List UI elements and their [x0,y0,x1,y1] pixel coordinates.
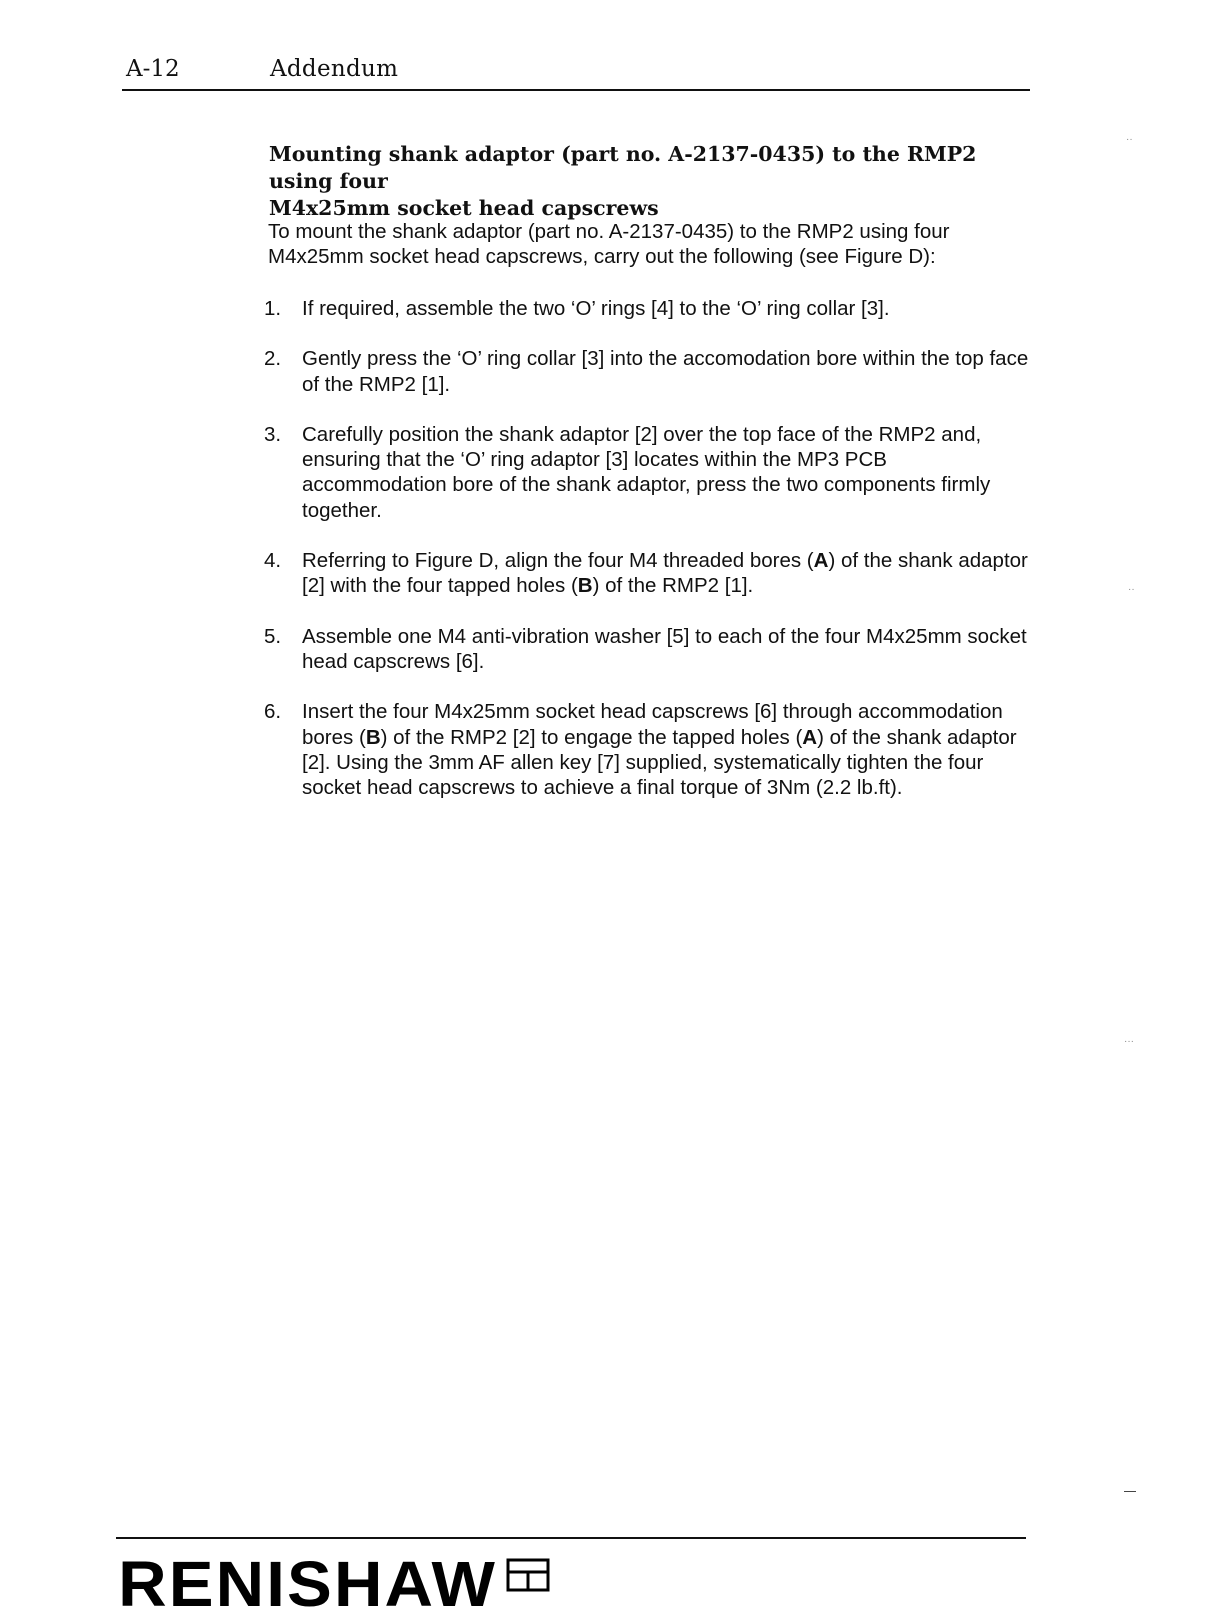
intro-paragraph: To mount the shank adaptor (part no. A-2137-0435) to the RMP2 using four M4x25mm socket head capscrews, carry out the following (see Figure D): [268,220,950,268]
step-text [302,548,1034,599]
step-item [264,422,1034,523]
bold-label: B [577,574,593,598]
bold-label: A [813,549,829,573]
steps-list [264,296,1034,825]
step-number: 1. [264,297,282,320]
step-text-part: ) of the RMP2 [2] to engage the tapped holes ( [380,725,803,749]
footer-rule [116,1537,1026,1539]
step-item [264,296,1034,321]
page-number: A-12 [126,56,180,82]
step-text-part: ) of the shank adaptor [2] with the four tapped holes ( [302,549,1028,598]
renishaw-logo-wordmark: RENISHAW [118,1548,497,1616]
step-text-part: Insert the four M4x25mm socket head capscrews [6] through accommodation bores ( [302,700,1003,749]
step-number: 4. [264,549,282,573]
renishaw-logo [116,1544,556,1616]
step-text-part: ) of the RMP2 [1]. [592,574,754,598]
header-rule [122,89,1030,91]
bold-label: A [802,725,818,749]
step-text: Assemble one M4 anti-vibration washer [5] to each of the four M4x25mm socket head capscrews [6]. [302,624,1027,673]
step-number: 3. [264,422,282,446]
scan-mark: ··· [1124,1036,1134,1047]
bold-label: B [365,725,381,749]
procedure-heading-line-2: M4x25mm socket head capscrews [269,196,659,220]
step-number: 2. [264,347,282,371]
step-number: 5. [264,624,282,648]
step-text-part: Referring to Figure D, align the four M4 threaded bores ( [302,549,814,573]
step-text: Carefully position the shank adaptor [2] over the top face of the RMP2 and, ensuring that the ‘O’ ring adaptor [3] locates within the MP3 PCB accommodation bore of the shank adaptor, press the two components firmly together. [302,422,991,522]
step-number: 6. [264,700,282,724]
scan-mark [1124,1491,1136,1492]
step-text-part: ) of the shank adaptor [2]. Using the 3mm AF allen key [7] supplied, systematically tighten the four socket head capscrews to achieve a final torque of 3Nm (2.2 lb.ft). [302,725,1017,800]
step-item [264,548,1034,599]
step-text: Gently press the ‘O’ ring collar [3] into the accomodation bore within the top face of the RMP2 [1]. [302,347,1029,396]
scan-mark: ·· [1126,134,1133,145]
section-title: Addendum [270,56,399,82]
step-text [302,699,1034,800]
procedure-heading-line-1: Mounting shank adaptor (part no. A-2137-0435) to the RMP2 using four [269,142,977,193]
step-item [264,624,1034,675]
step-text: If required, assemble the two ‘O’ rings [4] to the ‘O’ ring collar [3]. [302,297,890,320]
procedure-heading [269,141,1029,222]
step-item [264,346,1034,397]
scan-mark: ·· [1128,584,1135,595]
step-item [264,699,1034,800]
renishaw-logo-graphic [116,1544,556,1616]
